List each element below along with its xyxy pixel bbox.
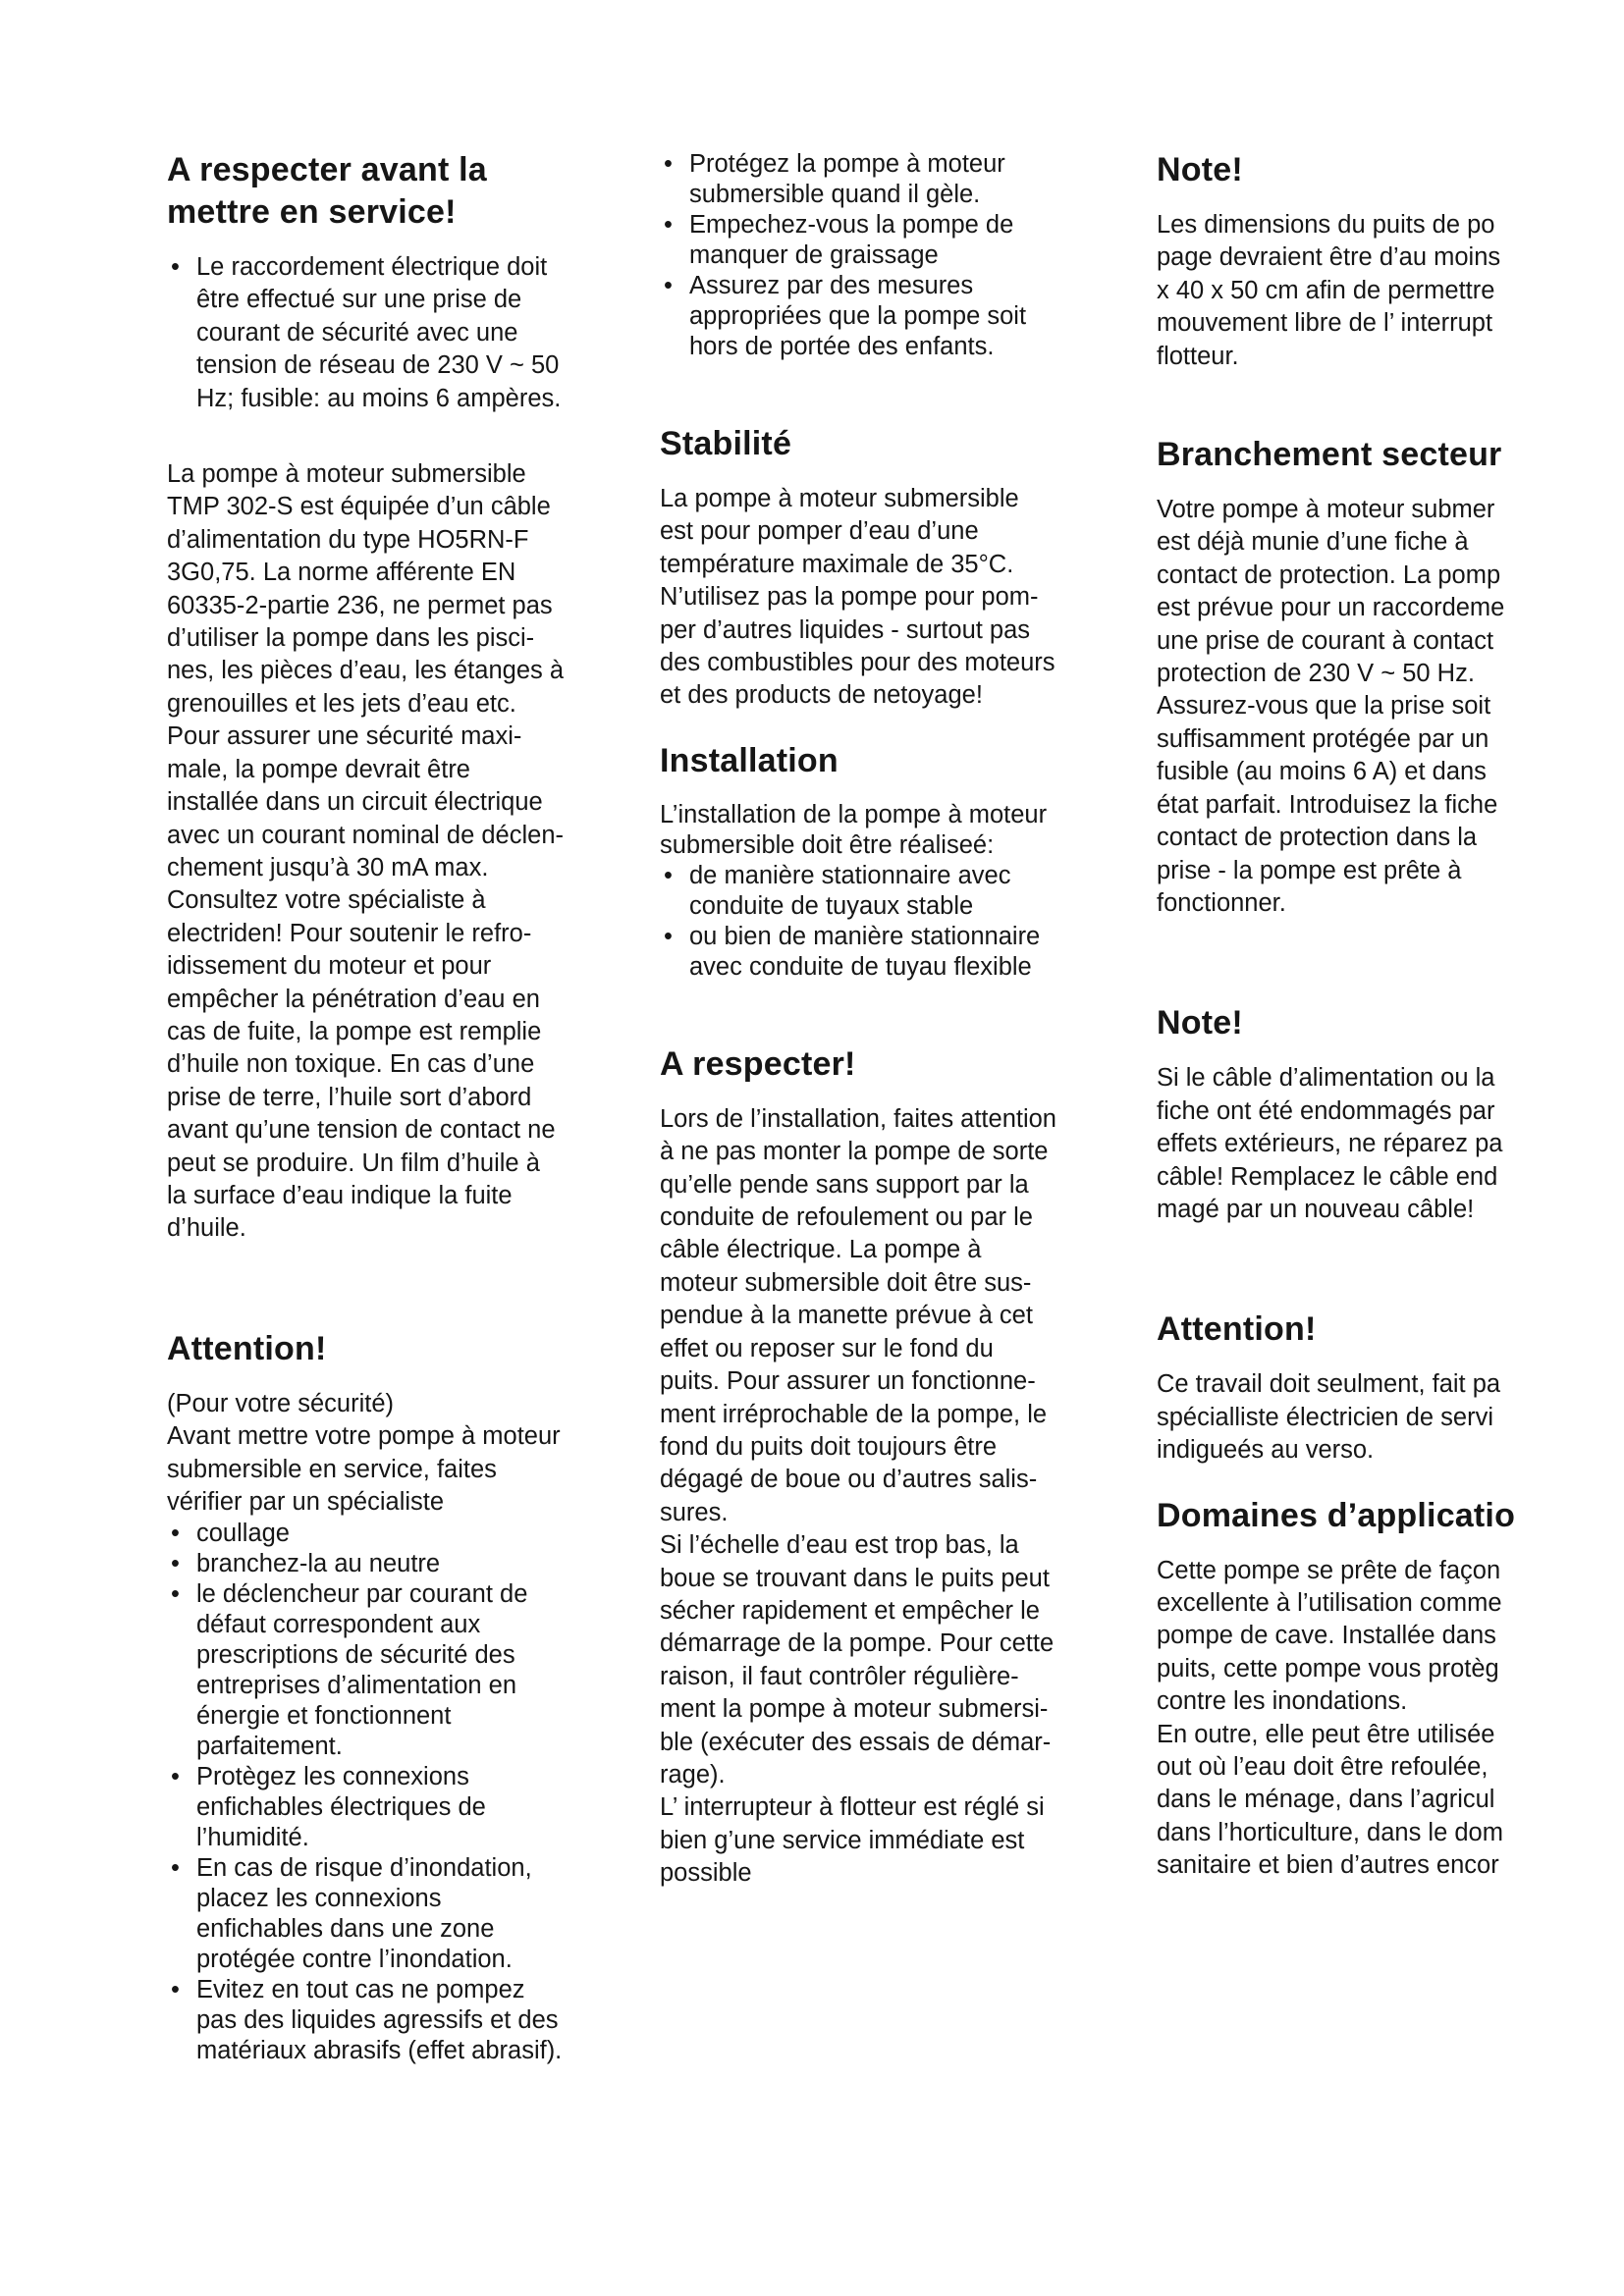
bullet-text-line: branchez-la au neutre	[196, 1550, 441, 1578]
column-left	[167, 149, 619, 2066]
spacer	[167, 1246, 619, 1328]
bullet-icon: •	[664, 272, 673, 299]
text-line: avec un courant nominal de déclen-	[167, 821, 565, 849]
text-line: fusible (au moins 6 A) et dans	[1157, 758, 1487, 786]
paragraph	[660, 800, 1111, 861]
text-line: protection de 230 V ~ 50 Hz.	[1157, 660, 1475, 688]
text-line: Les dimensions du puits de po	[1157, 211, 1495, 239]
bullet-item	[660, 861, 1111, 922]
text-line: une prise de courant à contact	[1157, 626, 1494, 655]
column-right	[1157, 149, 1624, 1883]
text-line: conduite de refoulement ou par le	[660, 1203, 1033, 1232]
bullet-text-line: pas des liquides agressifs et des	[196, 2006, 559, 2035]
text-line: pompe de cave. Installée dans	[1157, 1622, 1496, 1650]
section-heading-line: Branchement secteur	[1157, 436, 1502, 474]
text-line: fonctionner.	[1157, 888, 1286, 917]
text-line: puits, cette pompe vous protèg	[1157, 1654, 1499, 1682]
bullet-text-line: énergie et fonctionnent	[196, 1702, 452, 1731]
bullet-item	[660, 210, 1111, 271]
spacer	[1157, 920, 1624, 1002]
bullet-text-line: En cas de risque d’inondation,	[196, 1854, 532, 1883]
bullet-list	[660, 861, 1111, 983]
text-line: d’alimentation du type HO5RN-F	[167, 525, 529, 554]
text-line: contre les inondations.	[1157, 1687, 1408, 1716]
text-line: est prévue pour un raccordeme	[1157, 594, 1505, 622]
paragraph	[660, 483, 1111, 713]
text-line: puits. Pour assurer un fonctionne-	[660, 1367, 1036, 1396]
text-line: moteur submersible doit être sus-	[660, 1268, 1032, 1297]
paragraph	[167, 1388, 619, 1520]
paragraph	[1157, 494, 1624, 920]
text-line: effet ou reposer sur le fond du	[660, 1334, 994, 1362]
bullet-text-line: entreprises d’alimentation en	[196, 1672, 517, 1700]
text-line: ment irréprochable de la pompe, le	[660, 1400, 1048, 1428]
bullet-text-line: Protégez la pompe à moteur	[689, 150, 1005, 178]
section-heading	[1157, 434, 1624, 476]
text-line: dans l’horticulture, dans le dom	[1157, 1818, 1503, 1846]
column-middle-content	[660, 149, 1111, 1891]
section-heading	[660, 423, 1111, 465]
bullet-text-line: placez les connexions	[196, 1885, 442, 1913]
text-line: idissement du moteur et pour	[167, 952, 492, 981]
section-heading	[1157, 1495, 1624, 1537]
text-line: Si l’échelle d’eau est trop bas, la	[660, 1531, 1019, 1560]
bullet-item	[660, 149, 1111, 210]
bullet-text-line: coullage	[196, 1520, 290, 1548]
section-heading	[660, 1043, 1111, 1086]
bullet-text-line: défaut correspondent aux	[196, 1611, 481, 1639]
text-line: La pompe à moteur submersible	[167, 460, 526, 489]
text-line: Votre pompe à moteur submer	[1157, 496, 1495, 524]
bullet-text-line: Empechez-vous la pompe de	[689, 211, 1014, 239]
section-heading	[1157, 149, 1624, 191]
text-line: raison, il faut contrôler régulière-	[660, 1662, 1019, 1690]
section-heading-line: Note!	[1157, 151, 1243, 188]
bullet-text-line: appropriées que la pompe soit	[689, 302, 1027, 330]
bullet-list	[660, 149, 1111, 362]
spacer	[660, 362, 1111, 423]
section-heading-line: Domaines d’applicatio	[1157, 1496, 1516, 1534]
text-line: pendue à la manette prévue à cet	[660, 1302, 1033, 1330]
text-line: chement jusqu’à 30 mA max.	[167, 853, 489, 881]
spacer	[1157, 1468, 1624, 1495]
text-line: prise - la pompe est prête à	[1157, 856, 1462, 884]
bullet-icon: •	[171, 1763, 180, 1791]
text-line: (Pour votre sécurité)	[167, 1389, 394, 1417]
bullet-text-line: enfichables électriques de	[196, 1793, 486, 1822]
spacer	[167, 415, 619, 458]
text-line: câble! Remplacez le câble end	[1157, 1162, 1498, 1191]
text-line: d’huile non toxique. En cas d’une	[167, 1050, 535, 1079]
text-line: Assurez-vous que la prise soit	[1157, 692, 1491, 721]
paragraph	[1157, 1368, 1624, 1467]
text-line: L’installation de la pompe à moteur	[660, 800, 1048, 828]
section-heading	[660, 740, 1111, 782]
text-line: contact de protection dans la	[1157, 824, 1478, 852]
text-line: installée dans un circuit électrique	[167, 788, 543, 817]
bullet-icon: •	[171, 1550, 180, 1578]
text-line: spécialliste électricien de servi	[1157, 1403, 1493, 1431]
bullet-icon: •	[171, 1580, 180, 1609]
spacer	[660, 713, 1111, 740]
bullet-icon: •	[664, 861, 673, 889]
bullet-item	[167, 1853, 619, 1975]
bullet-text-line: courant de sécurité avec une	[196, 318, 518, 347]
paragraph	[1157, 209, 1624, 373]
bullet-text-line: avec conduite de tuyau flexible	[689, 952, 1032, 981]
section-heading-line: A respecter avant la	[167, 151, 487, 188]
bullet-item	[660, 271, 1111, 362]
bullet-item	[167, 1519, 619, 1549]
text-line: des combustibles pour des moteurs	[660, 649, 1056, 677]
bullet-list	[167, 1519, 619, 2066]
text-line: cas de fuite, la pompe est remplie	[167, 1017, 542, 1045]
text-line: fiche ont été endommagés par	[1157, 1096, 1495, 1125]
text-line: Lors de l’installation, faites attention	[660, 1104, 1056, 1133]
bullet-text-line: conduite de tuyaux stable	[689, 891, 974, 920]
bullet-text-line: tension de réseau de 230 V ~ 50	[196, 351, 560, 380]
bullet-text-line: matériaux abrasifs (effet abrasif).	[196, 2037, 563, 2065]
column-right-content	[1157, 149, 1624, 1883]
text-line: grenouilles et les jets d’eau etc.	[167, 689, 516, 718]
text-line: empêcher la pénétration d’eau en	[167, 985, 540, 1013]
text-line: dégagé de boue ou d’autres salis-	[660, 1466, 1038, 1494]
text-line: flotteur.	[1157, 342, 1239, 370]
bullet-item	[167, 1975, 619, 2066]
text-line: effets extérieurs, ne réparez pa	[1157, 1130, 1503, 1158]
text-line: mouvement libre de l’ interrupt	[1157, 309, 1493, 338]
text-line: sures.	[660, 1498, 729, 1526]
section-heading	[167, 149, 619, 234]
text-line: suffisamment protégée par un	[1157, 724, 1489, 753]
bullet-text-line: parfaitement.	[196, 1733, 343, 1761]
text-line: état parfait. Introduisez la fiche	[1157, 790, 1498, 819]
text-line: out où l’eau doit être refoulée,	[1157, 1753, 1489, 1781]
bullet-text-line: enfichables dans une zone	[196, 1915, 495, 1944]
text-line: N’utilisez pas la pompe pour pom-	[660, 583, 1039, 612]
text-line: prise de terre, l’huile sort d’abord	[167, 1083, 532, 1111]
text-line: et des products de netoyage!	[660, 681, 983, 710]
bullet-text-line: ou bien de manière stationnaire	[689, 922, 1041, 950]
text-line: démarrage de la pompe. Pour cette	[660, 1629, 1055, 1658]
bullet-text-line: Assurez par des mesures	[689, 272, 974, 299]
text-line: sanitaire et bien d’autres encor	[1157, 1851, 1499, 1880]
paragraph	[1157, 1555, 1624, 1883]
text-line: Cette pompe se prête de façon	[1157, 1556, 1501, 1584]
bullet-text-line: protégée contre l’inondation.	[196, 1946, 513, 1974]
spacer	[1157, 373, 1624, 434]
text-line: electriden! Pour soutenir le refro-	[167, 919, 532, 947]
bullet-list	[167, 251, 619, 415]
column-left-content	[167, 149, 619, 2066]
section-heading	[1157, 1308, 1624, 1351]
text-line: submersible doit être réaliseé:	[660, 830, 995, 859]
text-line: Si le câble d’alimentation ou la	[1157, 1064, 1495, 1093]
bullet-item	[167, 1549, 619, 1579]
text-line: Consultez votre spécialiste à	[167, 886, 486, 915]
bullet-text-line: le déclencheur par courant de	[196, 1580, 528, 1609]
section-heading-line: Attention!	[1157, 1310, 1317, 1349]
text-line: est pour pomper d’eau d’une	[660, 517, 979, 546]
text-line: dans le ménage, dans l’agricul	[1157, 1786, 1495, 1814]
section-heading	[167, 1328, 619, 1370]
text-line: 3G0,75. La norme afférente EN	[167, 559, 516, 587]
bullet-item	[167, 251, 619, 415]
section-heading	[1157, 1002, 1624, 1044]
section-heading-line: Attention!	[167, 1329, 327, 1367]
text-line: température maximale de 35°C.	[660, 550, 1014, 578]
text-line: qu’elle pende sans support par la	[660, 1170, 1029, 1199]
text-line: ment la pompe à moteur submersi-	[660, 1695, 1049, 1724]
bullet-item	[167, 1579, 619, 1762]
bullet-icon: •	[664, 211, 673, 239]
text-line: 60335-2-partie 236, ne permet pas	[167, 591, 553, 619]
text-line: rage).	[660, 1760, 726, 1789]
bullet-item	[660, 922, 1111, 983]
section-heading-line: Stabilité	[660, 425, 792, 462]
text-line: nes, les pièces d’eau, les étanges à	[167, 657, 565, 685]
text-line: vérifier par un spécialiste	[167, 1488, 445, 1516]
section-heading-line: Installation	[660, 741, 839, 779]
section-heading-line: Note!	[1157, 1004, 1243, 1042]
bullet-text-line: submersible quand il gèle.	[689, 181, 981, 208]
bullet-icon: •	[171, 1976, 180, 2004]
section-heading-line: A respecter!	[660, 1044, 856, 1083]
text-line: contact de protection. La pomp	[1157, 561, 1501, 589]
bullet-text-line: hors de portée des enfants.	[689, 333, 995, 360]
text-line: câble électrique. La pompe à	[660, 1236, 982, 1264]
paragraph	[1157, 1062, 1624, 1226]
text-line: indigueés au verso.	[1157, 1436, 1375, 1465]
text-line: En outre, elle peut être utilisée	[1157, 1720, 1495, 1748]
text-line: sécher rapidement et empêcher le	[660, 1596, 1040, 1625]
bullet-icon: •	[171, 1854, 180, 1883]
bullet-text-line: Le raccordement électrique doit	[196, 253, 548, 281]
spacer	[660, 983, 1111, 1043]
text-line: TMP 302-S est équipée d’un câble	[167, 493, 551, 521]
section-heading-line: mettre en service!	[167, 193, 457, 231]
text-line: magé par un nouveau câble!	[1157, 1195, 1475, 1223]
spacer	[1157, 1226, 1624, 1308]
bullet-icon: •	[171, 253, 180, 281]
bullet-text-line: prescriptions de sécurité des	[196, 1641, 515, 1670]
text-line: male, la pompe devrait être	[167, 755, 470, 783]
text-line: per d’autres liquides - surtout pas	[660, 615, 1031, 644]
bullet-text-line: de manière stationnaire avec	[689, 861, 1011, 889]
bullet-text-line: Hz; fusible: au moins 6 ampères.	[196, 384, 562, 412]
text-line: excellente à l’utilisation comme	[1157, 1588, 1502, 1617]
text-line: page devraient être d’au moins	[1157, 243, 1501, 272]
text-line: d’huile.	[167, 1214, 246, 1243]
text-line: à ne pas monter la pompe de sorte	[660, 1138, 1049, 1166]
text-line: avant qu’une tension de contact ne	[167, 1116, 556, 1145]
text-line: boue se trouvant dans le puits peut	[660, 1564, 1050, 1592]
text-line: est déjà munie d’une fiche à	[1157, 528, 1469, 557]
text-line: x 40 x 50 cm afin de permettre	[1157, 276, 1495, 304]
text-line: Ce travail doit seulment, fait pa	[1157, 1370, 1501, 1399]
bullet-item	[167, 1762, 619, 1853]
text-line: Pour assurer une sécurité maxi-	[167, 722, 522, 751]
text-line: L’ interrupteur à flotteur est réglé si	[660, 1793, 1045, 1822]
text-line: possible	[660, 1859, 752, 1888]
text-line: la surface d’eau indique la fuite	[167, 1181, 513, 1209]
bullet-icon: •	[664, 922, 673, 950]
bullet-text-line: l’humidité.	[196, 1824, 309, 1852]
text-line: d’utiliser la pompe dans les pisci-	[167, 624, 535, 653]
paragraph	[167, 458, 619, 1246]
text-line: La pompe à moteur submersible	[660, 485, 1019, 512]
column-middle	[660, 149, 1111, 1891]
bullet-text-line: être effectué sur une prise de	[196, 286, 522, 314]
bullet-text-line: Protègez les connexions	[196, 1763, 469, 1791]
bullet-icon: •	[664, 150, 673, 178]
text-line: submersible en service, faites	[167, 1455, 497, 1483]
bullet-icon: •	[171, 1520, 180, 1548]
text-line: Avant mettre votre pompe à moteur	[167, 1422, 561, 1451]
text-line: ble (exécuter des essais de démar-	[660, 1728, 1052, 1756]
text-line: peut se produire. Un film d’huile à	[167, 1148, 540, 1177]
bullet-text-line: manquer de graissage	[689, 241, 939, 269]
bullet-text-line: Evitez en tout cas ne pompez	[196, 1976, 525, 2004]
text-line: fond du puits doit toujours être	[660, 1432, 998, 1461]
text-line: bien g’une service immédiate est	[660, 1826, 1025, 1854]
paragraph	[660, 1103, 1111, 1891]
